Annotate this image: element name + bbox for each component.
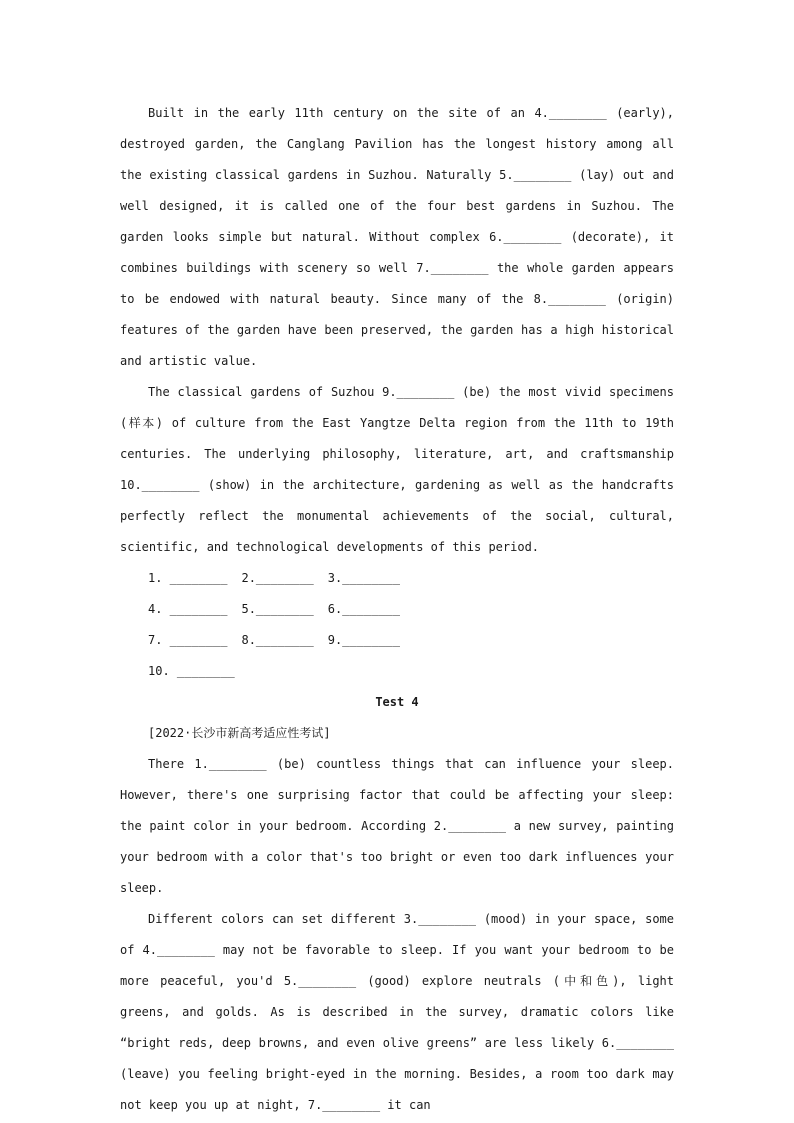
answer-blank-10[interactable]: 10. ________ — [148, 664, 235, 678]
answer-row-1 — [148, 563, 674, 594]
answer-blank-9[interactable]: 9.________ — [327, 633, 400, 647]
answer-blanks — [120, 563, 674, 687]
answer-blank-2[interactable]: 2.________ — [241, 571, 314, 585]
document-page — [120, 98, 674, 1121]
section-heading: Test 4 — [375, 695, 419, 709]
source-label: [2022·长沙市新高考适应性考试] — [148, 726, 331, 740]
passage-paragraph-2: The classical gardens of Suzhou 9.________ (be) the most vivid specimens (样本) of culture from the East Yangtze Delta region from the 11th to 19th centuries. The underlying philosophy, literature, art, and craftsmanship 10.________ (show) in the architecture, gardening as well as the handcrafts perfectly reflect the monumental achievements of the social, cultural, scientific, and technological developments of this period. — [120, 385, 674, 554]
test4-paragraph-1: There 1.________ (be) countless things that can influence your sleep. However, there's one surprising factor that could be affecting your sleep: the paint color in your bedroom. According 2.________ a new survey, painting your bedroom with a color that's too bright or even too dark influences your sleep. — [120, 757, 674, 895]
answer-blank-4[interactable]: 4. ________ — [148, 602, 228, 616]
answer-blank-3[interactable]: 3.________ — [327, 571, 400, 585]
answer-blank-7[interactable]: 7. ________ — [148, 633, 228, 647]
test4-paragraph-2: Different colors can set different 3.________ (mood) in your space, some of 4.________ may not be favorable to sleep. If you want your bedroom to be more peaceful, you'd 5.________ (good) explore neutrals (中和色), light greens, and golds. As is described in the survey, dramatic colors like “bright reds, deep browns, and even olive greens” are less likely 6.________ (leave) you feeling bright-eyed in the morning. Besides, a room too dark may not keep you up at night, 7.________ it can — [120, 912, 674, 1112]
answer-blank-5[interactable]: 5.________ — [241, 602, 314, 616]
answer-blank-8[interactable]: 8.________ — [241, 633, 314, 647]
answer-row-4 — [148, 656, 674, 687]
passage-paragraph-1: Built in the early 11th century on the site of an 4.________ (early), destroyed garden, the Canglang Pavilion has the longest history among all the existing classical gardens in Suzhou. Naturally 5.________ (lay) out and well designed, it is called one of the four best gardens in Suzhou. The garden looks simple but natural. Without complex 6.________ (decorate), it combines buildings with scenery so well 7.________ the whole garden appears to be endowed with natural beauty. Since many of the 8.________ (origin) features of the garden have been preserved, the garden has a high historical and artistic value. — [120, 106, 674, 368]
answer-row-2 — [148, 594, 674, 625]
answer-blank-6[interactable]: 6.________ — [327, 602, 400, 616]
answer-row-3 — [148, 625, 674, 656]
answer-blank-1[interactable]: 1. ________ — [148, 571, 228, 585]
